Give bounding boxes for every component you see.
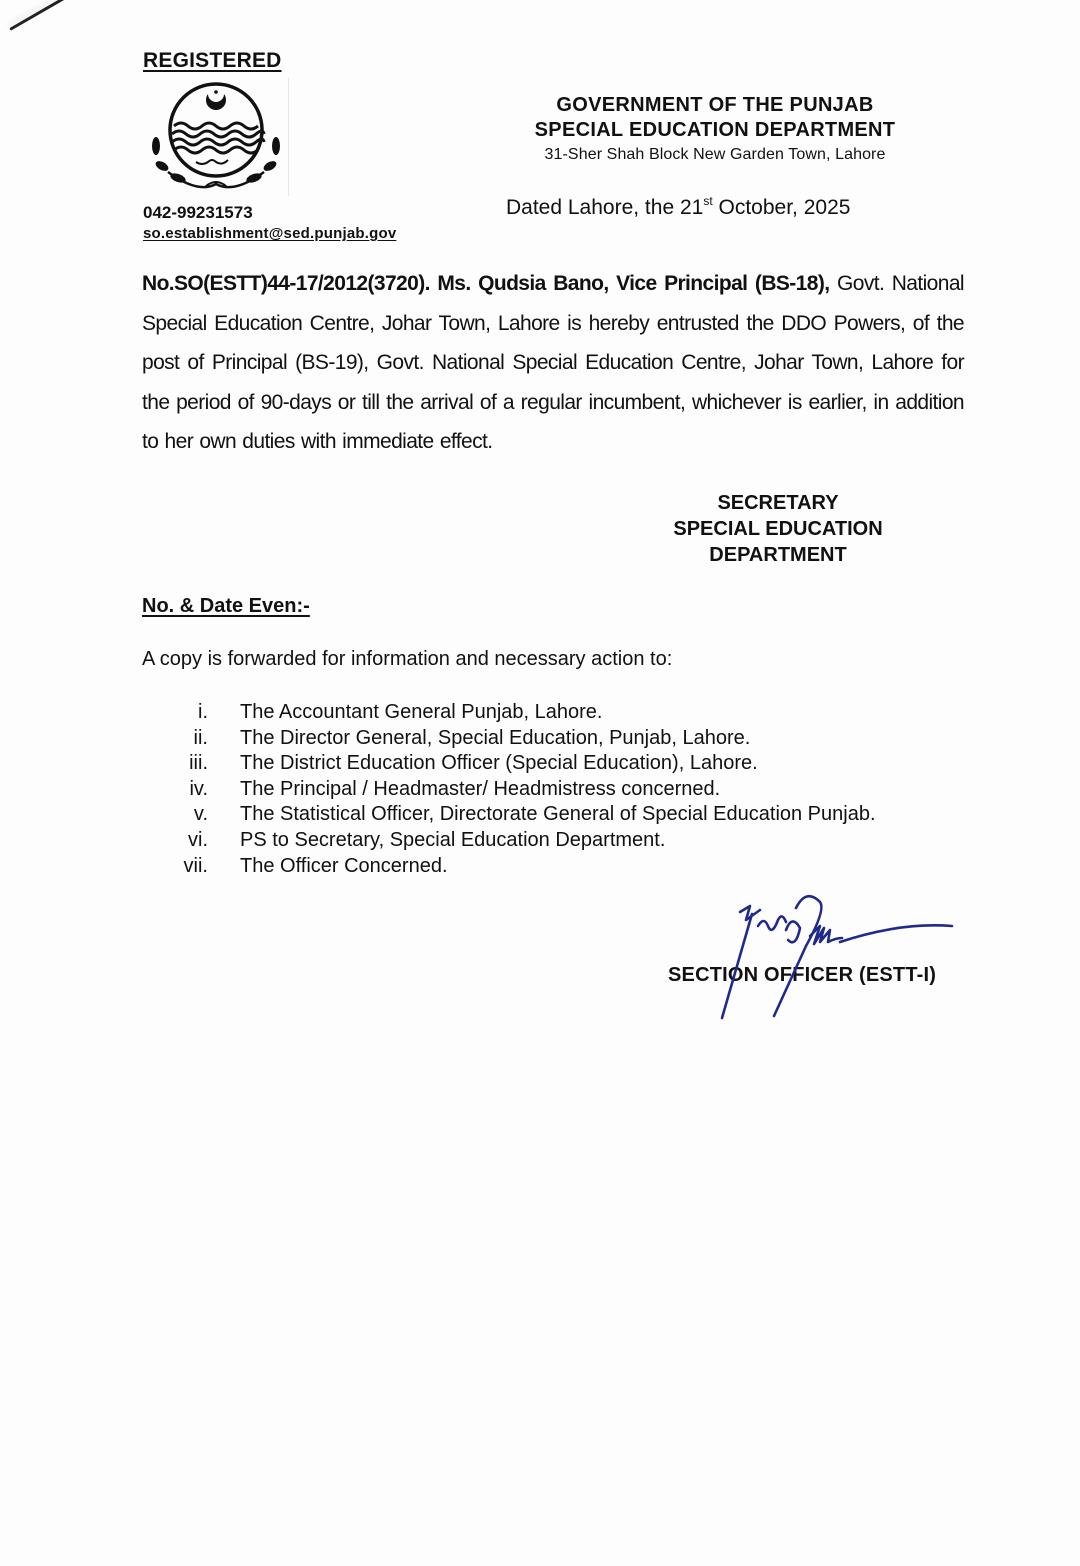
- recipient-text: The Director General, Special Education, Punjab, Lahore.: [240, 726, 751, 749]
- recipient-list: [170, 700, 876, 879]
- recipient-number: ii.: [193, 726, 208, 749]
- recipient-number: vi.: [188, 828, 208, 851]
- recipient-number: v.: [193, 803, 208, 826]
- date-prefix: Dated Lahore, the 21: [506, 196, 704, 219]
- phone-number: 042-99231573: [143, 203, 253, 222]
- recipient-text: The Accountant General Punjab, Lahore.: [240, 701, 603, 723]
- recipient-item: [170, 700, 876, 726]
- department-address: 31-Sher Shah Block New Garden Town, Lahore: [544, 146, 886, 163]
- letterhead: [500, 93, 930, 167]
- recipient-item: [170, 777, 876, 803]
- email-address[interactable]: so.establishment@sed.punjab.gov: [143, 225, 397, 242]
- secretary-dept-line2: DEPARTMENT: [709, 544, 847, 566]
- recipient-text: The Officer Concerned.: [240, 854, 448, 877]
- secretary-title: SECRETARY: [717, 492, 839, 514]
- recipient-text: The District Education Officer (Special Education), Lahore.: [240, 752, 758, 775]
- government-name: GOVERNMENT OF THE PUNJAB: [556, 94, 874, 116]
- signature-icon: [700, 890, 970, 1020]
- date-rest: October, 2025: [712, 196, 851, 219]
- recipient-item: [170, 854, 876, 880]
- secretary-dept-line1: SPECIAL EDUCATION: [673, 518, 883, 540]
- notification-text: Govt. National Special Education Centre, Johar Town, Lahore is hereby entrusted the DDO Powers, of the post of Principal (BS-19), Govt. National Special Education Centre, Johar Town, Lahore for the period of 90-days or till the arrival of a regular incumbent, whichever is earlier, in addition to her own duties with immediate effect.: [142, 272, 964, 453]
- pen-mark: [9, 0, 71, 31]
- recipient-text: The Principal / Headmaster/ Headmistress concerned.: [240, 777, 721, 800]
- department-name: SPECIAL EDUCATION DEPARTMENT: [534, 119, 896, 141]
- recipient-text: The Statistical Officer, Directorate General of Special Education Punjab.: [240, 803, 876, 826]
- recipient-number: i.: [198, 701, 208, 723]
- recipient-item: [170, 726, 876, 752]
- recipient-number: iv.: [189, 777, 208, 800]
- notification-body: [142, 264, 964, 462]
- notification-reference: No.SO(ESTT)44-17/2012(3720). Ms. Qudsia Bano, Vice Principal (BS-18),: [142, 272, 830, 295]
- secretary-signature-block: [640, 490, 916, 568]
- recipient-number: vii.: [183, 854, 208, 877]
- registered-label: REGISTERED: [143, 49, 282, 72]
- endorsement-heading: No. & Date Even:-: [142, 595, 310, 617]
- date-line: [506, 194, 850, 220]
- recipient-item: [170, 802, 876, 828]
- punjab-emblem-icon: [148, 82, 284, 192]
- recipient-item: [170, 751, 876, 777]
- recipient-number: iii.: [189, 752, 208, 775]
- date-ordinal-suffix: st: [703, 194, 713, 208]
- recipient-text: PS to Secretary, Special Education Department.: [240, 828, 666, 851]
- recipient-item: [170, 828, 876, 854]
- emblem-frame-divider: [288, 78, 289, 196]
- endorsement-intro: A copy is forwarded for information and necessary action to:: [142, 648, 673, 670]
- section-officer-title: SECTION OFFICER (ESTT-I): [668, 964, 937, 986]
